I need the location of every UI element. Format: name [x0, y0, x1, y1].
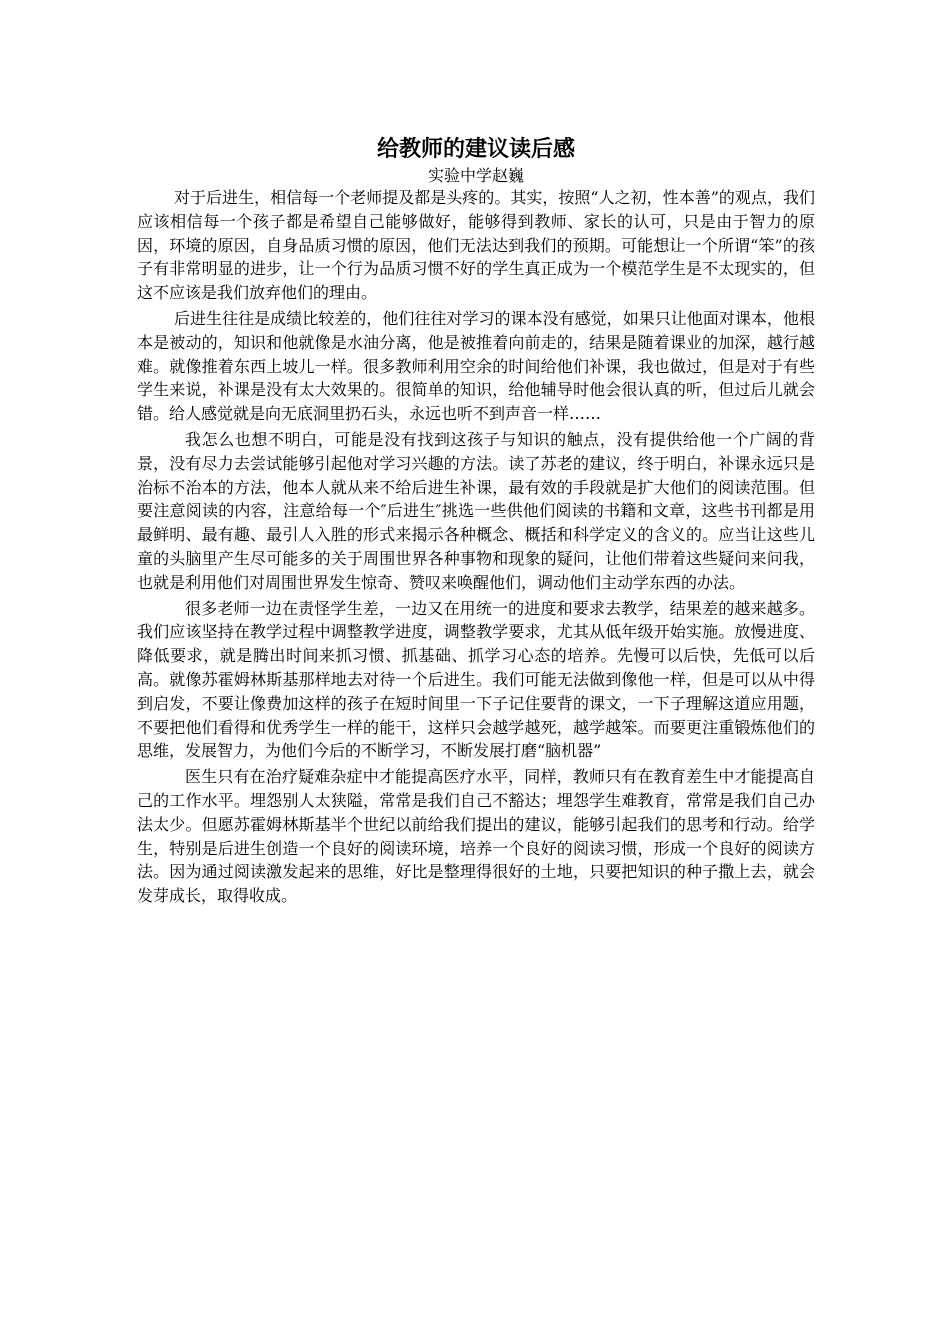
paragraph-2: 后进生往往是成绩比较差的，他们往往对学习的课本没有感觉，如果只让他面对课本，他根本是被动的，知识和他就像是水油分离，他是被推着向前走的，结果是随着课业的加深，越行越难。就像推着东西上坡儿一样。很多教师利用空余的时间给他们补课，我也做过，但是对于有些学生来说，补课是没有太大效果的。很简单的知识，给他辅导时他会很认真的听，但过后儿就会错。给人感觉就是向无底洞里扔石头，永远也听不到声音一样…… [137, 308, 815, 424]
document-author: 实验中学赵巍 [427, 166, 524, 185]
paragraph-4: 很多老师一边在责怪学生差，一边又在用统一的进度和要求去教学，结果差的越来越多。我们应该坚持在教学过程中调整教学进度，调整教学要求，尤其从低年级开始实施。放慢进度、降低要求，就是腾出时间来抓习惯、抓基础、抓学习心态的培养。先慢可以后快，先低可以后高。就像苏霍姆林斯基那样地去对待一个后进生。我们可能无法做到像他一样，但是可以从中得到启发，不要让像费加这样的孩子在短时间里一下子记住要背的课文，一下子理解这道应用题，不要把他们看得和优秀学生一样的能干，这样只会越学越死，越学越笨。而要更注重锻炼他们的思维，发展智力，为他们今后的不断学习，不断发展打磨“脑机器” [137, 598, 815, 761]
paragraph-1: 对于后进生，相信每一个老师提及都是头疼的。其实，按照“人之初，性本善”的观点，我们应该相信每一个孩子都是希望自己能够做好，能够得到教师、家长的认可，只是由于智力的原因，环境的原因，自身品质习惯的原因，他们无法达到我们的预期。可能想让一个所谓“笨”的孩子有非常明显的进步，让一个行为品质习惯不好的学生真正成为一个模范学生是不太现实的，但这不应该是我们放弃他们的理由。 [137, 188, 815, 303]
paragraph-3: 我怎么也想不明白，可能是没有找到这孩子与知识的触点，没有提供给他一个广阔的背景，没有尽力去尝试能够引起他对学习兴趣的方法。读了苏老的建议，终于明白，补课永远只是治标不治本的方法，他本人就从来不给后进生补课，最有效的手段就是扩大他们的阅读范围。但要注意阅读的内容，注意给每一个″后进生″挑选一些供他们阅读的书籍和文章，这些书刊都是用最鲜明、最有趣、最引人入胜的形式来揭示各种概念、概括和科学定义的含义的。应当让这些儿童的头脑里产生尽可能多的关于周围世界各种事物和现象的疑问，让他们带着这些疑问来问我，也就是利用他们对周围世界发生惊奇、赞叹来唤醒他们，调动他们主动学东西的办法。 [137, 429, 815, 592]
paragraph-5: 医生只有在治疗疑难杂症中才能提高医疗水平，同样，教师只有在教育差生中才能提高自己的工作水平。埋怨别人太狭隘，常常是我们自己不豁达；埋怨学生难教育，常常是我们自己办法太少。但愿苏霍姆林斯基半个世纪以前给我们提出的建议，能够引起我们的思考和行动。给学生，特别是后进生创造一个良好的阅读环境，培养一个良好的阅读习惯，形成一个良好的阅读方法。因为通过阅读激发起来的思维，好比是整理得很好的土地，只要把知识的种子撒上去，就会发芽成长，取得收成。 [137, 767, 815, 906]
document-body [137, 134, 815, 908]
document-title: 给教师的建议读后感 [376, 137, 575, 162]
